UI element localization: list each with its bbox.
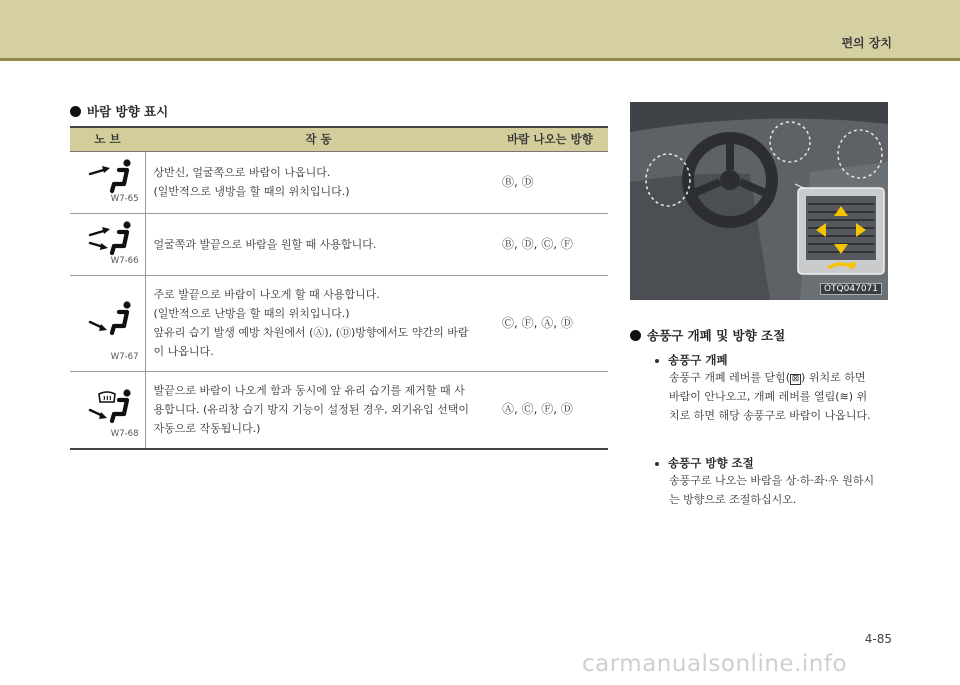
outlet-cell: Ⓑ, Ⓓ [492, 151, 608, 213]
mode-cell [70, 151, 145, 213]
closed-symbol-icon: ⊠ [791, 374, 800, 384]
left-section-title: 바람 방향 표시 [70, 102, 168, 120]
bullet-icon [630, 330, 641, 341]
mode-cell [70, 275, 145, 371]
action-cell: 얼굴쪽과 발끝으로 바람을 원할 때 사용합니다. [145, 213, 492, 275]
table-header-row [70, 127, 608, 151]
action-cell: 주로 발끝으로 바람이 나오게 할 때 사용합니다. (일반적으로 난방을 할 때의 위치입니다.) 앞유리 습기 발생 예방 차원에서 (Ⓐ), (Ⓓ)방향에서도 약간의 바람 이 나옵니다. [145, 275, 492, 371]
open-symbol-icon: ≋ [839, 390, 849, 403]
table-row [70, 371, 608, 449]
table-row [70, 151, 608, 213]
header-band [0, 0, 960, 58]
sub-bullet-icon [655, 462, 659, 466]
vent-photo [630, 102, 888, 300]
outlet-cell: Ⓑ, Ⓓ, Ⓒ, Ⓕ [492, 213, 608, 275]
action-cell: 상반신, 얼굴쪽으로 바람이 나옵니다. (일반적으로 냉방을 할 때의 위치입니다.) [145, 151, 492, 213]
floor-mode-icon [86, 300, 138, 336]
mode-code: W7-68 [110, 429, 139, 439]
vent-open-close-item: 송풍구 개폐 송풍구 개폐 레버를 닫힘( ⊠ ) 위치로 하면 바람이 안나오고, 개폐 레버를 열림(≋) 위 치로 하면 해당 송풍구로 바람이 나옵니다. [655, 352, 905, 425]
floor-defrost-mode-icon [86, 388, 138, 424]
sub-bullet-icon [655, 359, 659, 363]
dashboard-illustration [630, 102, 888, 300]
bi-level-mode-icon [86, 220, 138, 256]
chapter-title: 편의 장치 [841, 36, 892, 50]
outlet-cell: Ⓒ, Ⓕ, Ⓐ, Ⓓ [492, 275, 608, 371]
right-section-title: 송풍구 개폐 및 방향 조절 [630, 326, 785, 344]
table-row [70, 275, 608, 371]
vent-direction-item: 송풍구 방향 조절 송풍구로 나오는 바람을 상·하·좌·우 원하시 는 방향으로 조절하십시오. [655, 455, 905, 509]
header-mode: 노 브 [70, 127, 145, 151]
face-vent-mode-icon [86, 158, 138, 194]
mode-code: W7-65 [110, 193, 139, 204]
watermark: carmanualsonline.info [582, 651, 848, 677]
outlet-cell: Ⓐ, Ⓒ, Ⓕ, Ⓓ [492, 371, 608, 449]
header-action: 작 동 [145, 127, 492, 151]
airflow-mode-table [70, 126, 608, 450]
photo-code: OTQ047071 [820, 283, 882, 295]
table-row [70, 213, 608, 275]
page-number: 4-85 [864, 632, 892, 646]
mode-code: W7-67 [110, 351, 139, 362]
mode-code: W7-66 [110, 255, 139, 266]
header-rule [0, 58, 960, 61]
header-outlets: 바람 나오는 방향 [492, 127, 608, 151]
mode-cell [70, 371, 145, 449]
bullet-icon [70, 106, 81, 117]
action-cell: 발끝으로 바람이 나오게 함과 동시에 앞 유리 습기를 제거할 때 사 용합니다. (유리창 습기 방지 기능이 설정된 경우, 외기유입 선택이 자동으로 작동됩니다.) [145, 371, 492, 449]
mode-cell [70, 213, 145, 275]
